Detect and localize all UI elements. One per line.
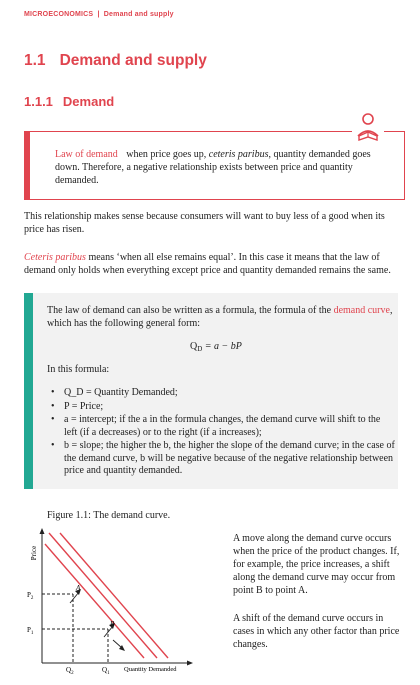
- y-axis-label: Price: [30, 545, 38, 561]
- header-separator: |: [97, 11, 100, 18]
- header-chapter: Demand and supply: [103, 11, 174, 18]
- demand-curve-left: [45, 544, 144, 658]
- section-heading: [24, 52, 207, 70]
- p1-label: $P_1$: [27, 626, 34, 636]
- bullet-a: • a = intercept; if the a in the formula changes, the demand curve will shift to the left (if a decreases) or to the right (if a increases);: [58, 414, 396, 439]
- demand-formula: [190, 341, 242, 353]
- section-number: 1.1: [24, 52, 46, 69]
- formula-bullets: [58, 387, 396, 479]
- point-b-label: B: [110, 620, 115, 628]
- definition-text-before: when price goes up,: [126, 149, 207, 160]
- definition-italic: ceteris paribus: [208, 149, 269, 160]
- in-this-formula: In this formula:: [47, 364, 110, 375]
- demand-curve-middle: [49, 533, 157, 658]
- q1-label: $Q_1$: [102, 666, 110, 676]
- point-a-label: A: [76, 584, 81, 592]
- running-header: [24, 11, 174, 18]
- side-text-1: A move along the demand curve occurs when the price of the product changes. If, for example, the price increases, a shift along the demand curve may occur from point B to point A.: [233, 533, 400, 596]
- figure-caption: Figure 1.1: The demand curve.: [47, 510, 171, 521]
- reader-icon: [352, 112, 384, 142]
- formula-box-accent-bar: [24, 293, 33, 489]
- formula-intro-after: , which has the following general form:: [47, 305, 393, 329]
- section-title: Demand and supply: [59, 52, 207, 69]
- bullet-p: • P = Price;: [58, 401, 396, 414]
- subsection-number: 1.1.1: [24, 94, 53, 109]
- formula-lhs: Q: [190, 341, 198, 352]
- demand-curve-link[interactable]: demand curve: [333, 305, 390, 316]
- p2-label: $P_2$: [27, 591, 34, 601]
- side-text-2: A shift of the demand curve occurs in cases in which any other factor than price changes.: [233, 613, 400, 650]
- ceteris-paribus-term: Ceteris paribus: [24, 252, 86, 263]
- bullet-qd: • Q_D = Quantity Demanded;: [58, 387, 396, 400]
- x-axis-label: Quantity Demanded: [124, 666, 177, 673]
- subsection-title: Demand: [62, 94, 115, 109]
- arrow-shift-line: [113, 640, 122, 648]
- header-section: MICROECONOMICS: [24, 11, 94, 18]
- arrow-a-line: [70, 592, 79, 603]
- formula-intro-before: The law of demand can also be written as a formula, the formula of the: [47, 305, 334, 316]
- paragraph-2: [24, 251, 398, 277]
- subsection-heading: [24, 94, 114, 109]
- definition-text: [55, 148, 377, 187]
- formula-intro: [47, 304, 393, 330]
- definition-term: Law of demand: [55, 149, 118, 160]
- formula-rhs: = a − bP: [202, 341, 242, 352]
- definition-text-after: , quantity demanded goes down. Therefore, a negative relationship exists between price and quantity demanded.: [55, 149, 371, 186]
- paragraph-1: This relationship makes sense because consumers will want to buy less of a good when its price has risen.: [24, 211, 385, 235]
- paragraph-2-text: means ‘when all else remains equal’. In this case it means that the law of demand only holds when everything except price and quantity demanded remains the same.: [24, 252, 391, 276]
- q2-label: $Q_2$: [66, 666, 74, 676]
- x-axis-arrow: [187, 661, 193, 666]
- bullet-b: • b = slope; the higher the b, the higher the slope of the demand curve; in the case of the demand curve, b will be negative because of the negative relationship between price and quantity demanded.: [58, 440, 396, 478]
- demand-curve-figure: [24, 527, 224, 679]
- formula-lhs-sub: D: [197, 345, 203, 353]
- y-axis-arrow: [40, 528, 45, 534]
